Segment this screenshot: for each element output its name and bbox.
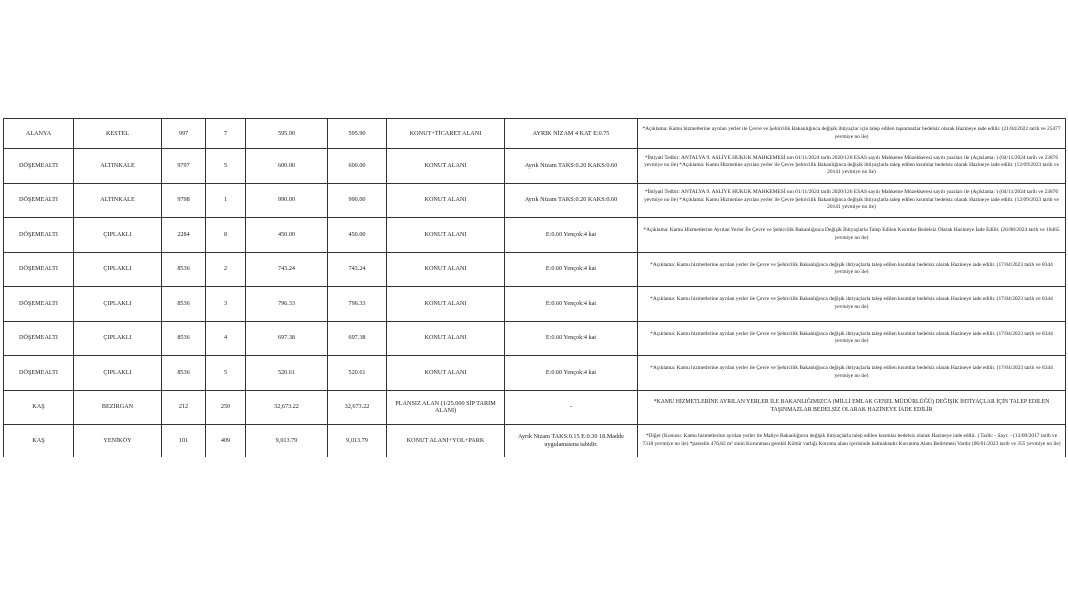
zoning-type-cell: PLANSIZ ALAN (1/25.000 SİP TARIM ALANI): [387, 390, 505, 425]
building-rule-cell: AYRIK NİZAM 4 KAT E:0.75: [505, 119, 638, 149]
share-area-cell: 697.38: [328, 321, 387, 356]
block-no-cell: 8536: [162, 321, 206, 356]
description-cell: *Diğer (Konusu: Kamu hizmetlerine ayrılan yerler ile Maliye Bakanlığınca değişik ihtiyaçlarla talep edilen kısımlar bedelsiz olarak Hazineye iade edilir. ) Tarih: - Sayı: - (13/09/2017 tarih ve 7318 yevmiye no ile) *parselin 476,82 m² sinin Korunması gerekli Kültür varlığı Koruma alanı içerisinde kalmaktadır Korunma Alanı Belirtmesi Vardır (06/01/2023 tarih ve 355 yevmiye no ile): [638, 425, 1066, 457]
parcel-no-cell: 1: [206, 183, 246, 218]
area-cell: 990.00: [246, 183, 328, 218]
parcel-no-cell: 8: [206, 218, 246, 253]
zoning-type-cell: KONUT ALANI: [387, 252, 505, 287]
district-cell: DÖŞEMEALTI: [4, 149, 74, 184]
neighborhood-cell: BEZİRGAN: [74, 390, 162, 425]
neighborhood-cell: ALTINKALE: [74, 183, 162, 218]
document-page: [3, 118, 1065, 457]
zoning-type-cell: KONUT ALANI: [387, 218, 505, 253]
district-cell: KAŞ: [4, 390, 74, 425]
description-cell: *Açıklama: Kamu hizmetlerine ayrılan yerler ile Çevre ve Şehircilik Bakanlığınca değişik ihtiyaçlarla talep edilen kısımlar bedelsiz olarak Hazineye iade edilir. (17/04/2023 tarih ve 8344 yevmiye no ile): [638, 321, 1066, 356]
block-no-cell: 212: [162, 390, 206, 425]
building-rule-cell: E:0.60 Yençok:4 kat: [505, 287, 638, 322]
table-row: [4, 252, 1066, 287]
share-area-cell: 743.24: [328, 252, 387, 287]
description-cell: *Açıklama: Kamu Hizmetlerine Ayrılan Yerler İle Çevre ve Şehircilik Bakanlığınca Değişik İhtiyaçlarla Talep Edilen Kısımlar Bedelsiz Olarak Hazineye İade Edilir. (26/08/2024 tarih ve 18465 yevmiye no ile): [638, 218, 1066, 253]
area-cell: 595.90: [246, 119, 328, 149]
table-row: [4, 425, 1066, 457]
neighborhood-cell: ÇIPLAKLI: [74, 252, 162, 287]
table-row: [4, 183, 1066, 218]
parcel-no-cell: 4: [206, 321, 246, 356]
area-cell: 743.24: [246, 252, 328, 287]
neighborhood-cell: ÇIPLAKLI: [74, 321, 162, 356]
area-cell: 697.38: [246, 321, 328, 356]
description-cell: *KAMU HİZMETLERİNE AYRILAN YERLER İLE BAKANLIĞIMIZCA (MİLLİ EMLAK GENEL MÜDÜRLÜĞÜ) DEĞİŞİK İHTİYAÇLAR İÇİN TALEP EDİLEN TAŞINMAZLAR BEDELSİZ OLARAK HAZİNEYE İADE EDİLİR: [638, 390, 1066, 425]
zoning-type-cell: KONUT+TİCARET ALANI: [387, 119, 505, 149]
neighborhood-cell: KESTEL: [74, 119, 162, 149]
building-rule-cell: E:0.60 Yençok:4 kat: [505, 356, 638, 391]
neighborhood-cell: ÇIPLAKLI: [74, 356, 162, 391]
share-area-cell: 450.00: [328, 218, 387, 253]
zoning-type-cell: KONUT ALANI: [387, 183, 505, 218]
building-rule-cell: E:0.60 Yençok:4 kat: [505, 252, 638, 287]
building-rule-cell: E:0.60 Yençok:4 kat: [505, 321, 638, 356]
table-row: [4, 287, 1066, 322]
district-cell: ALANYA: [4, 119, 74, 149]
share-area-cell: 520.61: [328, 356, 387, 391]
block-no-cell: 9798: [162, 183, 206, 218]
zoning-type-cell: KONUT ALANI: [387, 149, 505, 184]
building-rule-cell: Ayrık Nizam TAKS:0.20 KAKS:0.60: [505, 149, 638, 184]
district-cell: KAŞ: [4, 425, 74, 457]
share-area-cell: 600.00: [328, 149, 387, 184]
building-rule-cell: E:0.60 Yençok:4 kat: [505, 218, 638, 253]
block-no-cell: 8536: [162, 356, 206, 391]
zoning-type-cell: KONUT ALANI: [387, 287, 505, 322]
block-no-cell: 997: [162, 119, 206, 149]
zoning-type-cell: KONUT ALANI: [387, 356, 505, 391]
building-rule-cell: Ayrık Nizam TAKS:0.15 E:0.30 18.Madde uygulamasına tabidir.: [505, 425, 638, 457]
table-row: [4, 321, 1066, 356]
building-rule-cell: -: [505, 390, 638, 425]
area-cell: 796.33: [246, 287, 328, 322]
neighborhood-cell: ÇIPLAKLI: [74, 218, 162, 253]
table-row: [4, 390, 1066, 425]
parcel-no-cell: 409: [206, 425, 246, 457]
neighborhood-cell: YENİKÖY: [74, 425, 162, 457]
block-no-cell: 101: [162, 425, 206, 457]
description-cell: *Açıklama: Kamu hizmetlerine ayrılan yerler ile Çevre ve Şehircilik Bakanlığınca değişik ihtiyaçlar için talep edilen taşınmazlar bedelsiz olarak Hazineye iade edilir. (21/04/2022 tarih ve 25477 yevmiye no ile): [638, 119, 1066, 149]
zoning-type-cell: KONUT ALANI: [387, 321, 505, 356]
district-cell: DÖŞEMEALTI: [4, 183, 74, 218]
district-cell: DÖŞEMEALTI: [4, 252, 74, 287]
parcel-table: [3, 118, 1066, 457]
block-no-cell: 8536: [162, 252, 206, 287]
table-row: [4, 356, 1066, 391]
parcel-table-body: [4, 119, 1066, 457]
neighborhood-cell: ALTINKALE: [74, 149, 162, 184]
area-cell: 9,013.79: [246, 425, 328, 457]
district-cell: DÖŞEMEALTI: [4, 287, 74, 322]
share-area-cell: 32,673.22: [328, 390, 387, 425]
description-cell: *Açıklama: Kamu hizmetlerine ayrılan yerler ile Çevre ve Şehircilik Bakanlığınca değişik ihtiyaçlarla talep edilen kısımlar bedelsiz olarak Hazineye iade edilir. (17/04/2023 tarih ve 8344 yevmiye no ile): [638, 287, 1066, 322]
block-no-cell: 9797: [162, 149, 206, 184]
parcel-no-cell: 2: [206, 252, 246, 287]
zoning-type-cell: KONUT ALANI+YOL+PARK: [387, 425, 505, 457]
description-cell: *İhtiyati Tedbir: ANTALYA 9. ASLİYE HUKUK MAHKEMESİ nın 01/11/2024 tarih 2020/126 ESAS sayılı Mahkeme Müzekkeresi sayılı yazıları ile (Açıklama: ) (04/11/2024 tarih ve 23876 yevmiye no ile) *Açıklama: Kamu Hizmetine ayrılan yerler ile Çevre Şehircilik Bakanlığınca değişik ihtiyaçlarla talep edilen kısımlar bedelsiz olarak Hazineye iade edilir. (12/09/2023 tarih ve 20141 yevmiye no ile): [638, 149, 1066, 184]
parcel-no-cell: 5: [206, 356, 246, 391]
district-cell: DÖŞEMEALTI: [4, 356, 74, 391]
area-cell: 520.61: [246, 356, 328, 391]
parcel-no-cell: 7: [206, 119, 246, 149]
share-area-cell: 9,013.79: [328, 425, 387, 457]
share-area-cell: 796.33: [328, 287, 387, 322]
table-row: [4, 218, 1066, 253]
share-area-cell: 990.00: [328, 183, 387, 218]
district-cell: DÖŞEMEALTI: [4, 218, 74, 253]
table-row: [4, 149, 1066, 184]
parcel-no-cell: 250: [206, 390, 246, 425]
description-cell: *Açıklama: Kamu hizmetlerine ayrılan yerler ile Çevre ve Şehircilik Bakanlığınca değişik ihtiyaçlarla talep edilen kısımlar bedelsiz olarak Hazineye iade edilir. (17/04/2023 tarih ve 8344 yevmiye no ile): [638, 252, 1066, 287]
table-row: [4, 119, 1066, 149]
parcel-no-cell: 3: [206, 287, 246, 322]
block-no-cell: 8536: [162, 287, 206, 322]
area-cell: 32,673.22: [246, 390, 328, 425]
area-cell: 600.00: [246, 149, 328, 184]
description-cell: *İhtiyati Tedbir: ANTALYA 9. ASLİYE HUKUK MAHKEMESİ nın 01/11/2024 tarih 2020/126 ESAS sayılı Mahkeme Müzekkeresi sayılı yazıları ile (Açıklama: ) (04/11/2024 tarih ve 23876 yevmiye no ile) *Açıklama: Kamu Hizmetine ayrılan yerler ile Çevre Şehircilik Bakanlığınca değişik ihtiyaçlarla talep edilen kısımlar bedelsiz olarak Hazineye iade edilir. (12/09/2023 tarih ve 20141 yevmiye no ile): [638, 183, 1066, 218]
parcel-no-cell: 5: [206, 149, 246, 184]
area-cell: 450.00: [246, 218, 328, 253]
description-cell: *Açıklama: Kamu hizmetlerine ayrılan yerler ile Çevre ve Şehircilik Bakanlığınca değişik ihtiyaçlarla talep edilen kısımlar bedelsiz olarak Hazineye iade edilir. (17/04/2023 tarih ve 8344 yevmiye no ile): [638, 356, 1066, 391]
share-area-cell: 595.90: [328, 119, 387, 149]
neighborhood-cell: ÇIPLAKLI: [74, 287, 162, 322]
block-no-cell: 2284: [162, 218, 206, 253]
building-rule-cell: Ayrık Nizam TAKS:0.20 KAKS:0.60: [505, 183, 638, 218]
district-cell: DÖŞEMEALTI: [4, 321, 74, 356]
